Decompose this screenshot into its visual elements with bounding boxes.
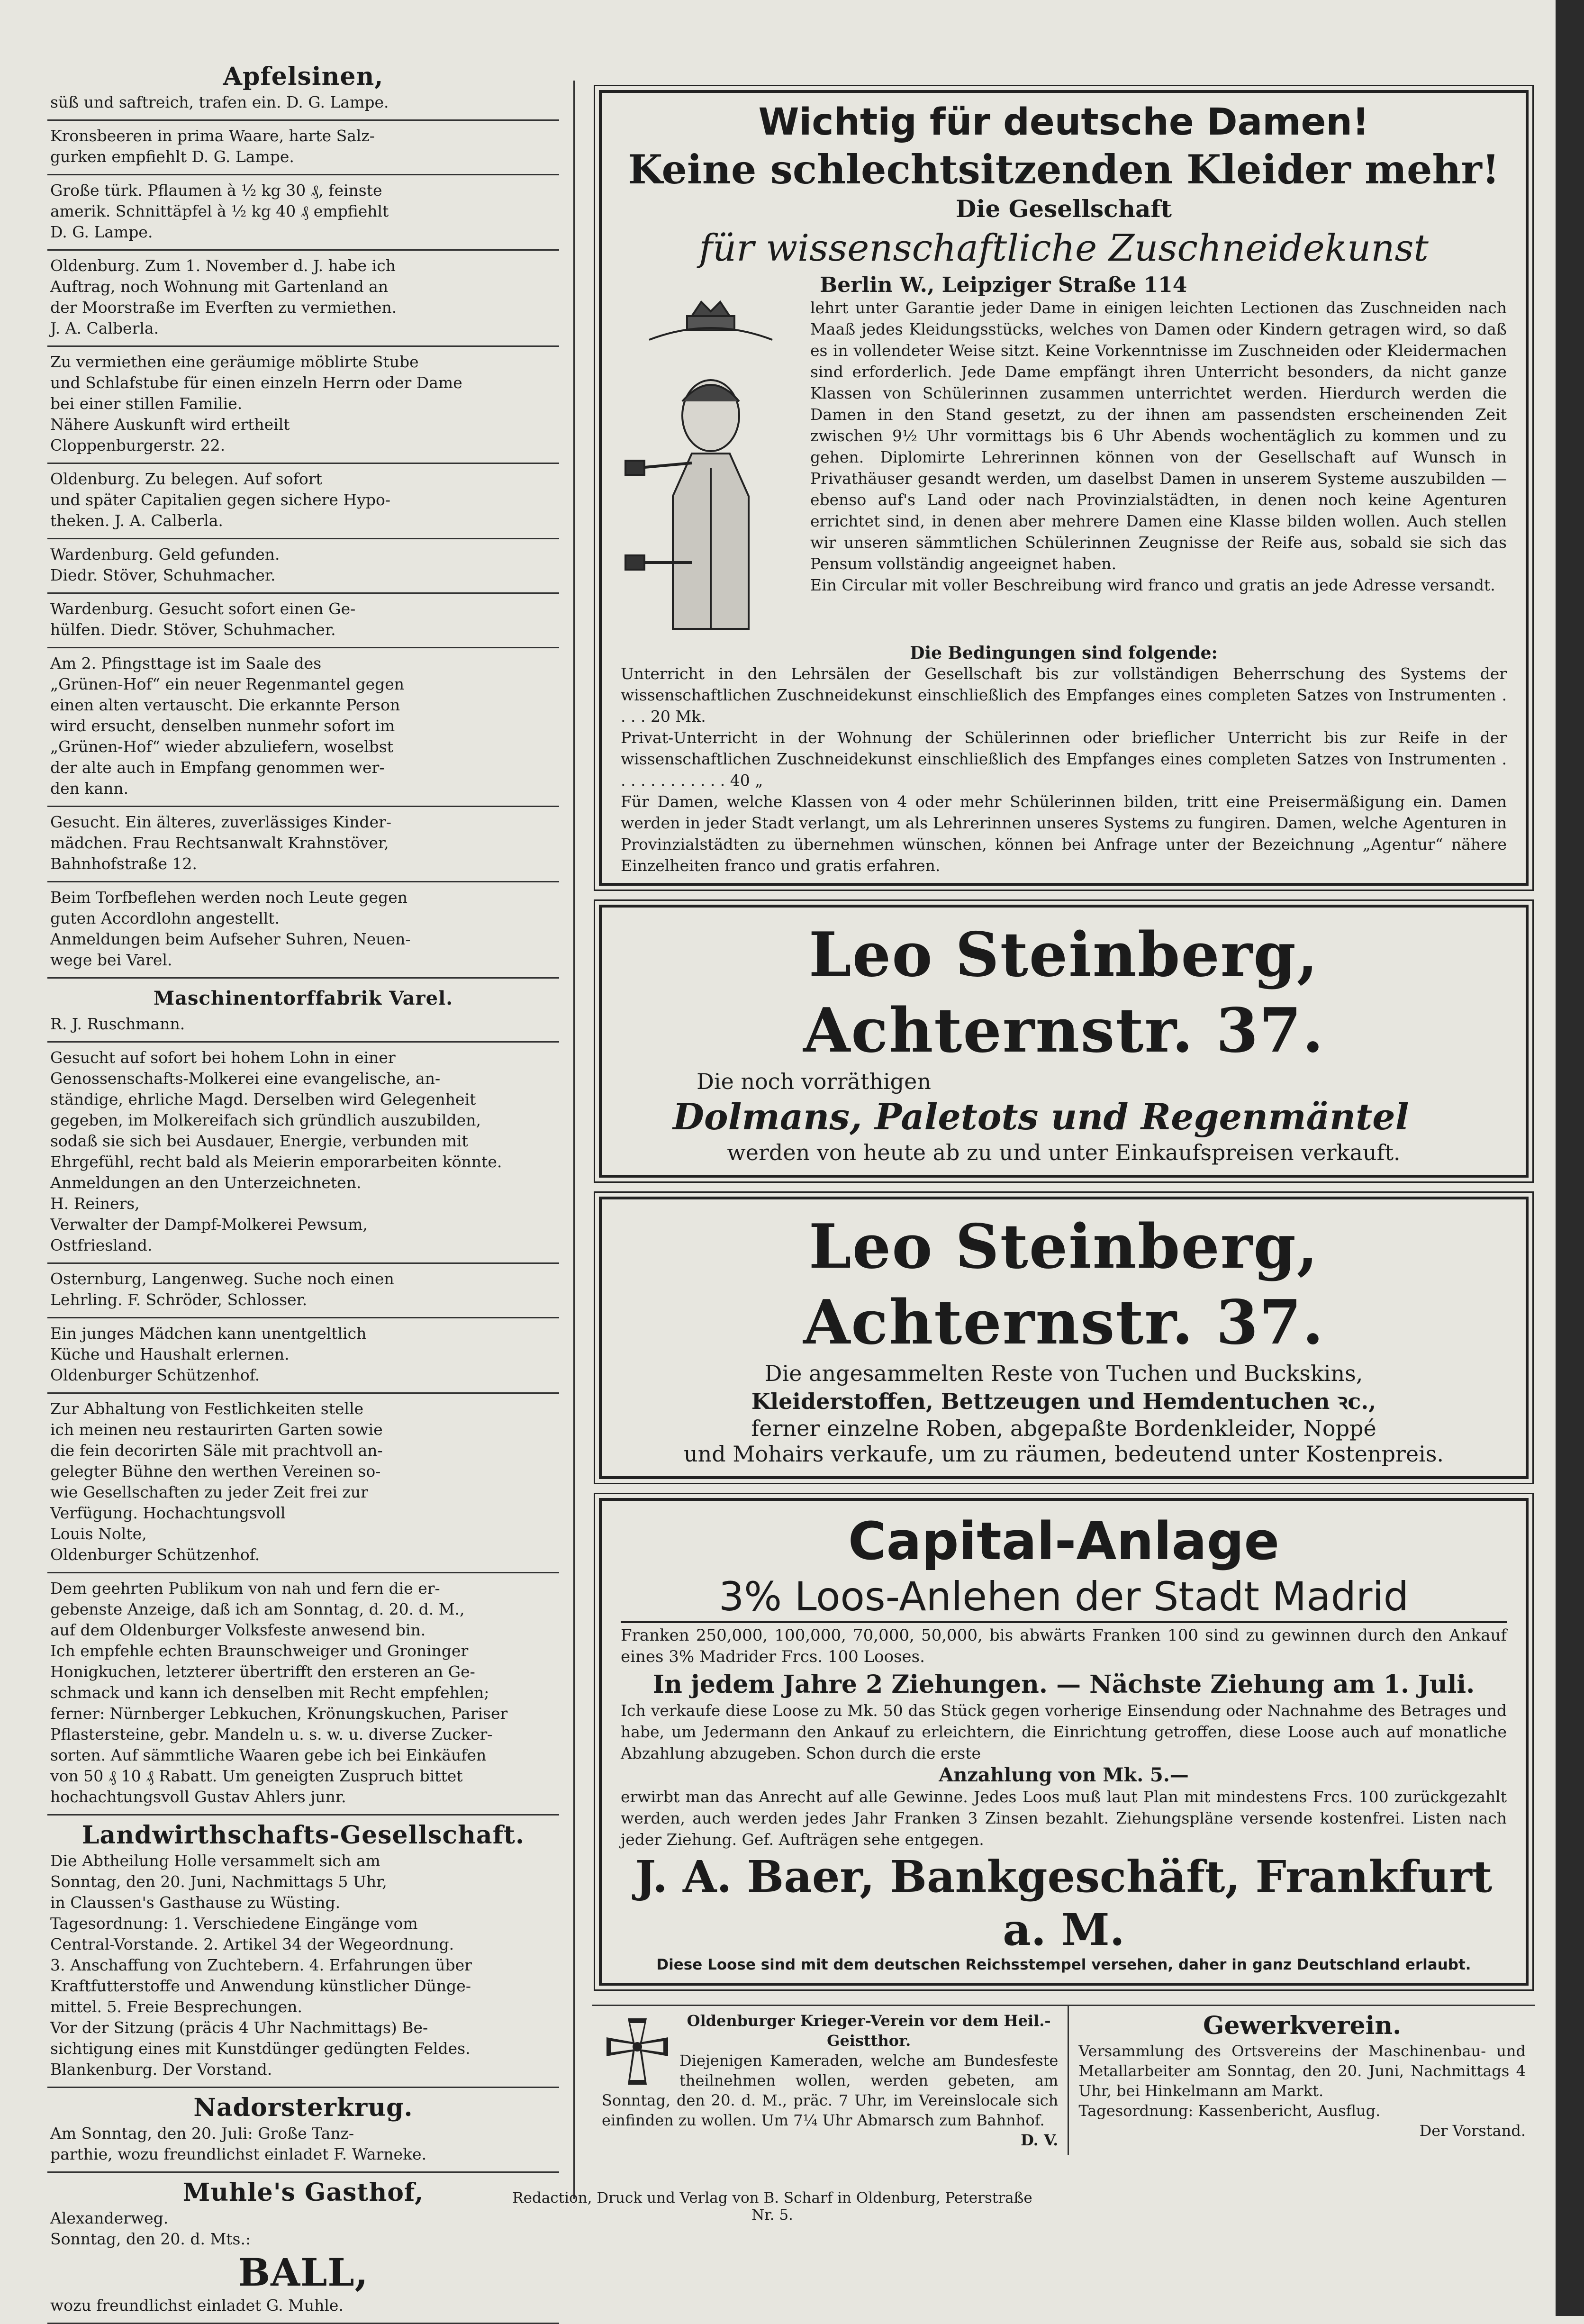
capital-baer: J. A. Baer, Bankgeschäft, Frankfurt a. M. — [635, 1851, 1493, 1955]
left-ad-line: Tagesordnung: 1. Verschiedene Eingänge vom — [50, 1914, 418, 1933]
left-ad-line: Vor der Sitzung (präcis 4 Uhr Nachmittags) Be- — [50, 2018, 428, 2037]
ad-krieger-verein — [592, 2006, 1069, 2155]
left-ad-line: Pflastersteine, gebr. Mandeln u. s. w. u. diverse Zucker- — [50, 1725, 493, 1743]
left-ad-line: Am Sonntag, den 20. Juli: Große Tanz- — [50, 2124, 354, 2142]
left-ad-line: ständige, ehrliche Magd. Derselben wird Gelegenheit — [50, 1090, 476, 1108]
left-ad-line: Sonntag, den 20. d. Mts.: — [50, 2230, 251, 2248]
left-ad-line: ich meinen neu restaurirten Garten sowie — [50, 1420, 383, 1439]
left-ad-line: H. Reiners, — [50, 1194, 140, 1213]
left-ad-line: hochachtungsvoll Gustav Ahlers junr. — [50, 1788, 346, 1806]
left-ad-line: Kraftfutterstoffe und Anwendung künstlicher Dünge- — [50, 1977, 471, 1995]
steinberg-2-line3: ferner einzelne Roben, abgepaßte Bordenkleider, Noppé — [751, 1416, 1376, 1441]
ad-steinberg-2 — [599, 1197, 1529, 1479]
left-ad-line: Nähere Auskunft wird ertheilt — [50, 415, 290, 434]
left-ad-line: Wardenburg. Geld gefunden. — [50, 545, 280, 563]
ad-damen-conditions-title: Die Bedingungen sind folgende: — [910, 643, 1218, 663]
capital-line1: Franken 250,000, 100,000, 70,000, 50,000, bis abwärts Franken 100 sind zu gewinnen durch den Ankauf eines 3% Madrider Frcs. 100 Looses. — [621, 1626, 1507, 1666]
gewerk-agenda: Tagesordnung: Kassenbericht, Ausflug. — [1078, 2102, 1381, 2120]
left-ad-line: wird ersucht, denselben nunmehr sofort im — [50, 717, 395, 735]
left-ad-line: „Grünen-Hof“ ein neuer Regenmantel gegen — [50, 675, 405, 693]
left-ad-line: sorten. Auf sämmtliche Waaren gebe ich bei Einkäufen — [50, 1746, 487, 1764]
left-ad-line: Wardenburg. Gesucht sofort einen Ge- — [50, 599, 356, 618]
portrait-illustration — [621, 297, 801, 638]
gewerk-signature: Der Vorstand. — [1419, 2122, 1526, 2140]
krieger-text: Diejenigen Kameraden, welche am Bundesfeste theilnehmen wollen, werden gebeten, am Sonntag, den 20. d. M., präc. 7 Uhr, im Vereinslocale sich einfinden zu wollen. Um 7¼ Uhr Abmarsch zum Bahnhof. — [602, 2052, 1059, 2129]
left-ad-line: Beim Torfbeflehen werden noch Leute gegen — [50, 888, 407, 907]
left-ad — [47, 464, 559, 539]
ad-damen-circular: Ein Circular mit voller Beschreibung wird franco und gratis an jede Adresse versandt. — [810, 576, 1495, 594]
left-ad-line: Oldenburger Schützenhof. — [50, 1545, 260, 1564]
ad-damen-headline: Wichtig für deutsche Damen! — [758, 101, 1369, 144]
capital-title: Capital-Anlage — [848, 1511, 1280, 1571]
left-ad-line: die fein decorirten Säle mit prachtvoll an- — [50, 1441, 383, 1460]
left-column — [47, 57, 559, 2315]
left-ad-line: Auftrag, noch Wohnung mit Gartenland an — [50, 277, 389, 296]
left-ad — [47, 539, 559, 594]
ad-damen-cond3: Für Damen, welche Klassen von 4 oder mehr Schülerinnen bilden, tritt eine Preisermäßigung ein. Damen werden in jeder Stadt verlangt, um als Lehrerinnen unseres Systems zu fungiren. Damen, welche Agenturen in Provinzialstädten zu übernehmen wünschen, können bei Anfrage unter der Bezeichnung „Agentur“ nähere Einzelheiten franco und gratis erfahren. — [621, 792, 1507, 875]
steinberg-2-line1: Die angesammelten Reste von Tuchen und Buckskins, — [764, 1361, 1363, 1386]
steinberg-1-name: Leo Steinberg, Achternstr. 37. — [803, 919, 1325, 1066]
left-ad-line: schmack und kann ich denselben mit Recht empfehlen; — [50, 1683, 489, 1702]
left-ad-line: „Grünen-Hof“ wieder abzuliefern, woselbst — [50, 737, 394, 756]
ad-gewerkverein — [1069, 2006, 1535, 2155]
left-ad — [47, 251, 559, 347]
left-ad-line: Ostfriesland. — [50, 1236, 153, 1254]
left-ad-line: der Moorstraße im Everften zu vermiethen. — [50, 298, 397, 317]
left-ad — [47, 807, 559, 882]
left-ad-title: Apfelsinen, — [223, 62, 384, 91]
left-ad-line: in Claussen's Gasthause zu Wüsting. — [50, 1893, 341, 1912]
right-column — [592, 85, 1535, 2204]
left-ad-line: sodaß sie sich bei Ausdauer, Energie, verbunden mit — [50, 1132, 468, 1150]
krieger-title: Oldenburger Krieger-Verein vor dem Heil.-Geistthor. — [687, 2012, 1051, 2050]
left-ad-line: Große türk. Pflaumen à ½ kg 30 ₰, feinste — [50, 181, 382, 200]
capital-line5: erwirbt man das Anrecht auf alle Gewinne. Jedes Loos muß laut Plan mit mindestens Frcs. 100 zurückgezahlt werden, auch werden jedes Jahr Franken 3 Zinsen bezahlt. Ziehungspläne versende kostenfrei. Listen nach jeder Ziehung. Gef. Aufträgen sehe entgegen. — [621, 1788, 1507, 1849]
left-ad-line: Osternburg, Langenweg. Suche noch einen — [50, 1270, 394, 1288]
left-ad-line: auf dem Oldenburger Volksfeste anwesend bin. — [50, 1621, 426, 1639]
left-ad-line: Küche und Haushalt erlernen. — [50, 1345, 290, 1363]
capital-line4: Anzahlung von Mk. 5.— — [939, 1764, 1189, 1786]
left-ad-line: sichtigung eines mit Kunstdünger gedüngten Feldes. — [50, 2039, 471, 2058]
gewerk-title: Gewerkverein. — [1203, 2011, 1402, 2040]
left-ad-line: Dem geehrten Publikum von nah und fern die er- — [50, 1579, 440, 1598]
capital-line3: Ich verkaufe diese Loose zu Mk. 50 das Stück gegen vorherige Einsendung oder Nachnahme des Betrages und habe, um Jedermann den Ankauf zu erleichtern, die Einrichtung getroffen, diese Loose auch auf monatliche Abzahlung abzugeben. Schon durch die erste — [621, 1701, 1507, 1762]
left-ad-line: mädchen. Frau Rechtsanwalt Krahnstöver, — [50, 834, 389, 852]
steinberg-1-line3: werden von heute ab zu und unter Einkaufspreisen verkauft. — [727, 1140, 1401, 1165]
iron-cross-icon — [602, 2014, 673, 2089]
ad-damen-gesellschaft: Die Gesellschaft — [956, 195, 1172, 223]
left-ad — [47, 1264, 559, 1318]
left-ad-line: und Schlafstube für einen einzeln Herrn oder Dame — [50, 373, 462, 392]
left-ad-line: Die Abtheilung Holle versammelt sich am — [50, 1852, 380, 1870]
steinberg-2-line2: Kleiderstoffen, Bettzeugen und Hemdentuchen ꝛc., — [751, 1389, 1376, 1414]
left-ad-line: amerik. Schnittäpfel à ½ kg 40 ₰ empfiehlt — [50, 202, 389, 220]
left-ad — [47, 1573, 559, 1816]
column-separator — [573, 81, 575, 2199]
left-ad-line: Anmeldungen beim Aufseher Suhren, Neuen- — [50, 930, 411, 948]
left-ad-line: wozu freundlichst einladet G. Muhle. — [50, 2296, 344, 2315]
left-ad — [47, 121, 559, 175]
left-ad-line: theken. J. A. Calberla. — [50, 511, 223, 530]
left-ad-line: Genossenschafts-Molkerei eine evangelische, an- — [50, 1069, 441, 1088]
left-ad-line: Alexanderweg. — [50, 2209, 169, 2227]
steinberg-2-name: Leo Steinberg, Achternstr. 37. — [803, 1211, 1325, 1358]
gewerk-text: Versammlung des Ortsvereins der Maschinenbau- und Metallarbeiter am Sonntag, den 20. Juni, Nachmittags 4 Uhr, bei Hinkelmann am Markt. — [1078, 2042, 1526, 2100]
bottom-notices — [592, 2005, 1535, 2155]
left-ad-line: Lehrling. F. Schröder, Schlosser. — [50, 1290, 308, 1309]
left-ad-line: J. A. Calberla. — [50, 319, 159, 337]
capital-subtitle: 3% Loos-Anlehen der Stadt Madrid — [621, 1572, 1507, 1623]
left-ad — [47, 57, 559, 121]
left-ad-line: Ein junges Mädchen kann unentgeltlich — [50, 1324, 367, 1343]
left-ad — [47, 1394, 559, 1573]
left-ad-line: der alte auch in Empfang genommen wer- — [50, 758, 385, 777]
left-ad-big: BALL, — [238, 2250, 369, 2295]
left-ad-line: einen alten vertauscht. Die erkannte Person — [50, 696, 400, 714]
left-ad-line: den kann. — [50, 779, 129, 798]
left-ad-line: Louis Nolte, — [50, 1525, 147, 1543]
left-ad-line: gegeben, im Molkereifach sich gründlich auszubilden, — [50, 1111, 481, 1129]
left-ad-line: Oldenburg. Zu belegen. Auf sofort — [50, 470, 322, 488]
left-ad — [47, 2088, 559, 2173]
left-ad — [47, 882, 559, 979]
left-ad-line: Sonntag, den 20. Juni, Nachmittags 5 Uhr, — [50, 1872, 387, 1891]
newspaper-page — [47, 57, 1535, 2315]
left-ad — [47, 1816, 559, 2088]
left-ad — [47, 648, 559, 807]
ad-damen — [599, 90, 1529, 886]
left-ad-line: Central-Vorstande. 2. Artikel 34 der Wegeordnung. — [50, 1935, 454, 1953]
left-ad-title: Muhle's Gasthof, — [182, 2178, 424, 2207]
ad-steinberg-1 — [599, 905, 1529, 1178]
left-ad-line: gebenste Anzeige, daß ich am Sonntag, d. 20. d. M., — [50, 1600, 465, 1618]
ad-damen-address: Berlin W., Leipziger Straße 114 — [820, 273, 1187, 297]
left-ad-line: gelegter Bühne den werthen Vereinen so- — [50, 1462, 381, 1480]
ad-damen-text: lehrt unter Garantie jeder Dame in einigen leichten Lectionen das Zuschneiden nach Maaß jedes Kleidungsstücks, welches von Damen oder Kindern getragen wird, so daß es in vollendeter Weise sitzt. Keine Vorkenntnisse im Zuschneiden oder Kleidermachen sind erforderlich. Jede Dame empfängt ihren Unterricht besonders, da nicht ganze Klassen von Schülerinnen zusammen unterrichtet werden. Hierdurch werden die Damen in den Stand gesetzt, zu der ihnen am passendsten erscheinenden Zeit zwischen 9½ Uhr vormittags bis 6 Uhr Abends wochentäglich zu kommen und zu gehen. Diplomirte Lehrerinnen können von der Gesellschaft auf Wunsch in Privathäuser gesandt werden, um daselbst Damen in unserem Systeme auszubilden — ebenso auf's Land oder nach Provinzialstädten, in denen noch keine Agenturen errichtet sind, in denen aber mehrere Damen eine Klasse bilden wollen. Auch stellen wir unseren sämmtlichen Schülerinnen Zeugnisse der Reife aus, sobald sie sich das Pensum vollständig angeeignet haben. — [810, 299, 1507, 573]
left-ad-line: Zu vermiethen eine geräumige möblirte Stube — [50, 353, 419, 371]
ad-damen-cond1: Unterricht in den Lehrsälen der Gesellschaft bis zur vollständigen Beherrschung des Systems der wissenschaftlichen Zuschneidekunst einschließlich des Empfanges eines completen Satzes von Instrumenten . . . . 20 Mk. — [621, 664, 1507, 726]
left-ad-line: Cloppenburgerstr. 22. — [50, 436, 226, 454]
left-ad-title: Nadorsterkrug. — [193, 2093, 413, 2122]
left-ad — [47, 347, 559, 464]
left-ad-line: D. G. Lampe. — [50, 223, 153, 241]
left-ad-title: Landwirthschafts-Gesellschaft. — [81, 1821, 525, 1850]
page-edge — [1556, 0, 1584, 2316]
steinberg-2-line4: und Mohairs verkaufe, um zu räumen, bedeutend unter Kostenpreis. — [683, 1441, 1444, 1467]
left-ad-line: Bahnhofstraße 12. — [50, 854, 197, 873]
steinberg-1-line1: Die noch vorräthigen — [697, 1069, 931, 1094]
left-ad-line: Blankenburg. Der Vorstand. — [50, 2060, 272, 2079]
left-ad-line: Ehrgefühl, recht bald als Meierin emporarbeiten könnte. — [50, 1153, 502, 1171]
left-ad-line: bei einer stillen Familie. — [50, 394, 243, 413]
imprint-footer: Redaction, Druck und Verlag von B. Scharf in Oldenburg, Peterstraße Nr. 5. — [512, 2189, 1032, 2224]
capital-note: Diese Loose sind mit dem deutschen Reichsstempel versehen, daher in ganz Deutschland erlaubt. — [656, 1956, 1471, 1973]
left-ad-line: Gesucht auf sofort bei hohem Lohn in einer — [50, 1048, 396, 1067]
capital-line2: In jedem Jahre 2 Ziehungen. — Nächste Ziehung am 1. Juli. — [652, 1670, 1475, 1699]
left-ad-title: Maschinentorffabrik Varel. — [153, 987, 453, 1009]
left-ad-line: Verwalter der Dampf-Molkerei Pewsum, — [50, 1215, 368, 1234]
ad-capital-anlage — [599, 1498, 1529, 1986]
left-ad-line: Diedr. Stöver, Schuhmacher. — [50, 566, 276, 584]
left-ad-line: wie Gesellschaften zu jeder Zeit frei zur — [50, 1483, 368, 1501]
left-ad-line: Honigkuchen, letzterer übertrifft den ersteren an Ge- — [50, 1662, 475, 1681]
left-ad-line: 3. Anschaffung von Zuchtebern. 4. Erfahrungen über — [50, 1956, 472, 1974]
left-ad — [47, 1043, 559, 1264]
left-ad-line: süß und saftreich, trafen ein. D. G. Lampe. — [50, 93, 389, 111]
left-ad-line: von 50 ₰ 10 ₰ Rabatt. Um geneigten Zuspruch bittet — [50, 1767, 463, 1785]
left-ad-line: Zur Abhaltung von Festlichkeiten stelle — [50, 1399, 364, 1418]
left-ad-line: guten Accordlohn angestellt. — [50, 909, 280, 927]
left-ad-line: ferner: Nürnberger Lebkuchen, Krönungskuchen, Pariser — [50, 1704, 508, 1723]
left-ad — [47, 175, 559, 251]
left-ad-line: und später Capitalien gegen sichere Hypo- — [50, 490, 390, 509]
left-ad-line: wege bei Varel. — [50, 951, 172, 969]
left-ad-line: Anmeldungen an den Unterzeichneten. — [50, 1173, 362, 1192]
left-ad-line: Oldenburg. Zum 1. November d. J. habe ich — [50, 256, 396, 275]
left-ad-line: R. J. Ruschmann. — [50, 1015, 185, 1033]
ad-damen-cond2: Privat-Unterricht in der Wohnung der Schülerinnen oder brieflicher Unterricht bis zur Reife in der wissenschaftlichen Zuschneidekunst einschließlich des Empfanges eines completen Satzes von Instrumenten . . . . . . . . . . . . 40 „ — [621, 728, 1507, 790]
left-ad — [47, 594, 559, 648]
left-ad — [47, 2173, 559, 2324]
left-ad-line: parthie, wozu freundlichst einladet F. Warneke. — [50, 2145, 427, 2163]
left-ad-line: mittel. 5. Freie Besprechungen. — [50, 1997, 302, 2016]
left-ad-line: Verfügung. Hochachtungsvoll — [50, 1504, 286, 1522]
left-ad-line: Gesucht. Ein älteres, zuverlässiges Kinder- — [50, 813, 392, 831]
left-ad-line: Oldenburger Schützenhof. — [50, 1366, 260, 1384]
left-ad-line: Kronsbeeren in prima Waare, harte Salz- — [50, 127, 375, 145]
left-ad-line: hülfen. Diedr. Stöver, Schuhmacher. — [50, 620, 336, 639]
left-ad — [47, 1318, 559, 1394]
krieger-signature: D. V. — [1021, 2131, 1059, 2149]
ad-damen-name: für wissenschaftliche Zuschneidekunst — [699, 227, 1429, 270]
left-ad-line: Am 2. Pfingsttage ist im Saale des — [50, 654, 322, 672]
left-ad-line: Ich empfehle echten Braunschweiger und Groninger — [50, 1642, 469, 1660]
ad-damen-subheadline: Keine schlechtsitzenden Kleider mehr! — [628, 146, 1500, 193]
left-ad — [47, 979, 559, 1043]
left-ad-line: gurken empfiehlt D. G. Lampe. — [50, 147, 294, 166]
steinberg-1-line2: Dolmans, Paletots und Regenmäntel — [673, 1096, 1409, 1138]
